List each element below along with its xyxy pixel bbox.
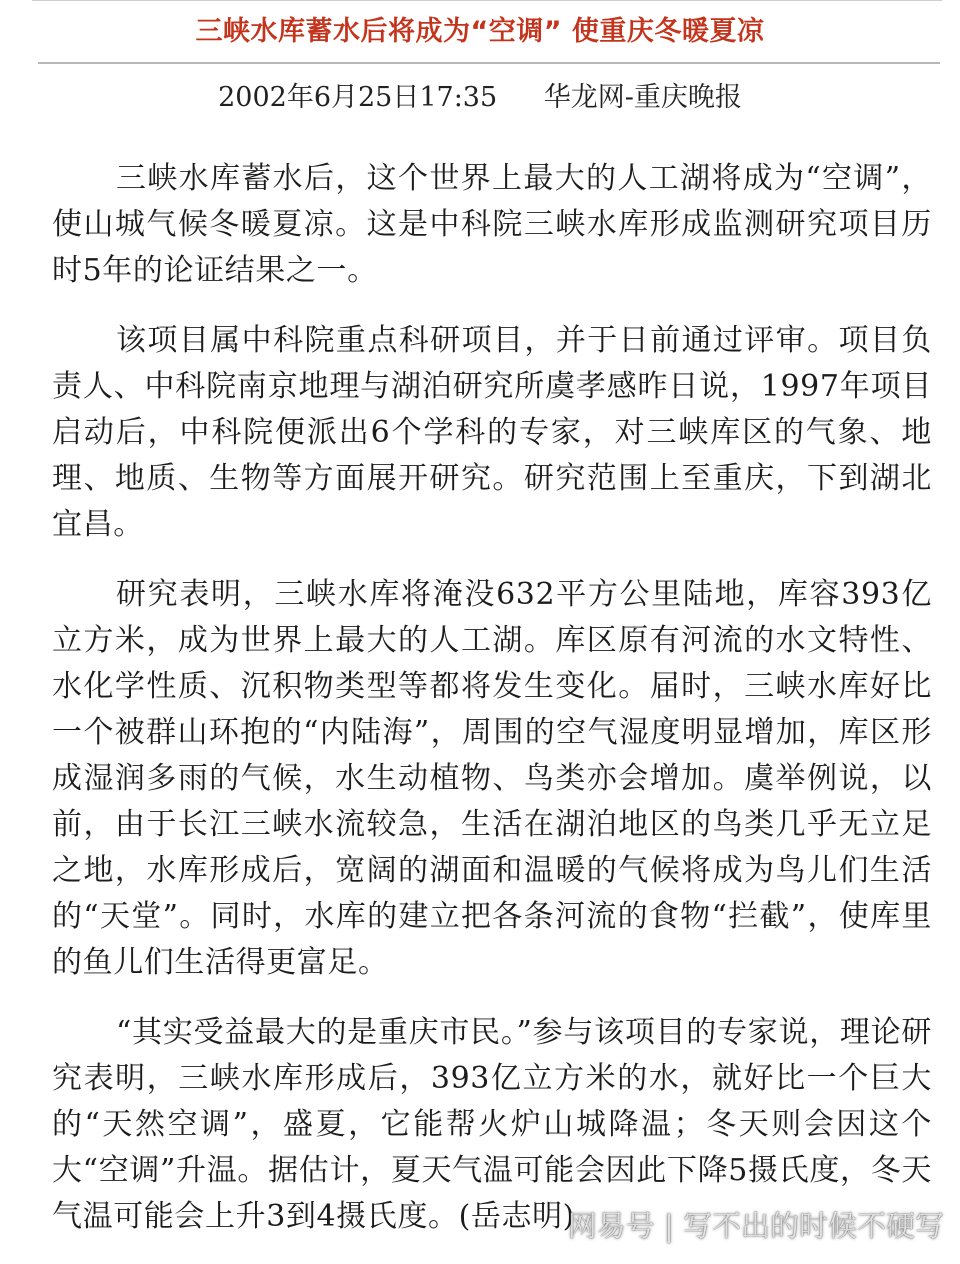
- top-border: [32, 0, 942, 6]
- paragraph: 研究表明，三峡水库将淹没632平方公里陆地，库容393亿立方米，成为世界上最大的人工湖。库区原有河流的水文特性、水化学性质、沉积物类型等都将发生变化。届时，三峡水库好比一个被群山环抱的“内陆海”，周围的空气湿度明显增加，库区形成湿润多雨的气候，水生动植物、鸟类亦会增加。虞举例说，以前，由于长江三峡水流较急，生活在湖泊地区的鸟类几乎无立足之地，水库形成后，宽阔的湖面和温暖的气候将成为鸟儿们生活的“天堂”。同时，水库的建立把各条河流的食物“拦截”，使库里的鱼儿们生活得更富足。: [52, 577, 932, 980]
- publish-source: 华龙网-重庆晚报: [543, 82, 742, 113]
- paragraph: 三峡水库蓄水后，这个世界上最大的人工湖将成为“空调”，使山城气候冬暖夏凉。这是中科院三峡水库形成监测研究项目历时5年的论证结果之一。: [52, 161, 932, 288]
- article-headline: 三峡水库蓄水后将成为“空调” 使重庆冬暖夏凉: [195, 16, 765, 47]
- paragraph: 该项目属中科院重点科研项目，并于日前通过评审。项目负责人、中科院南京地理与湖泊研究所虞孝感昨日说，1997年项目启动后，中科院便派出6个学科的专家，对三峡库区的气象、地理、地质、生物等方面展开研究。研究范围上至重庆，下到湖北宜昌。: [52, 323, 932, 542]
- article-meta: [0, 78, 960, 118]
- header-divider: [38, 62, 940, 64]
- publish-date: 2002年6月25日17:35: [218, 82, 498, 113]
- watermark: 网易号 | 写不出的时候不硬写: [567, 1209, 944, 1243]
- paragraph: “其实受益最大的是重庆市民。”参与该项目的专家说，理论研究表明，三峡水库形成后，393亿立方米的水，就好比一个巨大的“天然空调”，盛夏，它能帮火炉山城降温；冬天则会因这个大“空调”升温。据估计，夏天气温可能会因此下降5摄氏度，冬天气温可能会上升3到4摄氏度。(岳志明): [52, 1015, 932, 1234]
- article-body: [52, 156, 932, 1264]
